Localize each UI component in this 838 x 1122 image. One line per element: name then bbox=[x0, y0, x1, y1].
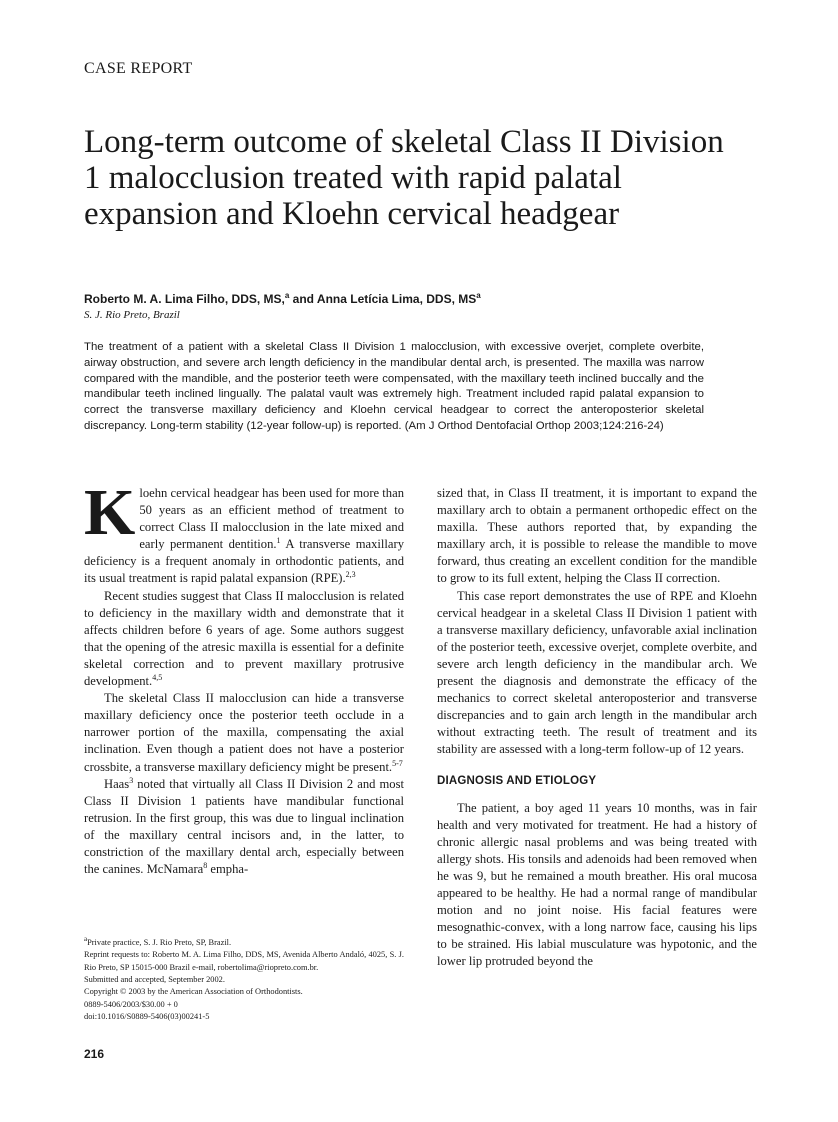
paragraph-text: A transverse maxillary deficiency is a frequent anomaly in orthodontic patients, and its usual treatment is rapid palatal expansion (RPE). bbox=[84, 537, 404, 586]
drop-cap: K bbox=[84, 476, 136, 549]
paragraph-text: noted that virtually all Class II Division 2 and most Class II Division 1 patients have mandibular functional retrusion. In the first group, this was due to lingual inclination of the maxillary central incisors and, in the latter, to constriction of the maxillary dental arch, especially between the canines. McNamara bbox=[84, 776, 404, 877]
footnote-copyright: Copyright © 2003 by the American Association of Orthodontists. bbox=[84, 987, 303, 997]
page-number: 216 bbox=[84, 1047, 105, 1061]
paragraph-intro bbox=[84, 476, 404, 588]
paragraph-text: Recent studies suggest that Class II malocclusion is related to deficiency in the maxillary width and demonstrate that it affects children before 6 years of age. Some authors suggest that the opening of the atresic maxilla is essential for a definite skeletal correction and to prevent maxillary protrusive development. bbox=[84, 588, 404, 689]
body-column-left bbox=[84, 476, 404, 878]
paragraph: This case report demonstrates the use of RPE and Kloehn cervical headgear in a skeletal Class II Division 1 patient with a transverse maxillary deficiency, unfavorable axial inclination of the posterior teeth, excessive overjet, complete overbite, and severe arch length deficiency in the mandibular arch. We present the diagnosis and demonstrate the efficacy of the mechanics to correct skeletal anteroposterior and transverse discrepancies and to gain arch length in the mandibular arch without extracting teeth. The result of treatment and its stability are assessed with a long-term follow-up of 12 years. bbox=[437, 588, 757, 757]
paragraph bbox=[84, 776, 404, 879]
paragraph-text: empha- bbox=[207, 862, 249, 877]
author-1: Roberto M. A. Lima Filho, DDS, MS, bbox=[84, 292, 285, 306]
author-joiner: and bbox=[289, 292, 317, 306]
paragraph-text: Haas bbox=[104, 776, 130, 791]
abstract: The treatment of a patient with a skeletal Class II Division 1 malocclusion, with excessive overjet, complete overbite, airway obstruction, and severe arch length deficiency in the mandibular dental arch, is presented. The maxilla was narrow compared with the mandible, and the posterior teeth were compensated, with the maxillary teeth inclined buccally and the mandibular teeth inclined lingually. The palatal vault was extremely high. Treatment included rapid palatal expansion to correct the transverse maxillary deficiency and Kloehn cervical headgear to correct the anteroposterior skeletal discrepancy. Long-term stability (12-year follow-up) is reported. (Am J Orthod Dentofacial Orthop 2003;124:216-24) bbox=[84, 341, 704, 432]
footnote-reprints: Reprint requests to: Roberto M. A. Lima Filho, DDS, MS, Avenida Alberto Andaló, 4025, S. J. Rio Preto, SP 15015-000 Brazil e-mail, robertolima@riopreto.com.br. bbox=[84, 950, 404, 972]
paragraph: The patient, a boy aged 11 years 10 months, was in fair health and very motivated for treatment. He had a history of chronic allergic nasal problems and was being treated with allergy shots. His tonsils and adenoids had been removed when he was 9, but he remained a mouth breather. His oral mucosa appeared to be healthy. He had a normal range of mandibular motion and no joint noise. His facial features were mesognathic-convex, with a long narrow face, causing his lips to be strained. His labial musculature was hypotonic, and the lower lip protruded beyond the bbox=[437, 800, 757, 969]
paragraph-text: loehn cervical headgear has been used for more than 50 years as an efficient method of treatment to correct Class II malocclusion in the late mixed and early permanent dentition. bbox=[139, 486, 404, 552]
footnote-doi: doi:10.1016/S0889-5406(03)00241-5 bbox=[84, 1012, 210, 1022]
paragraph: sized that, in Class II treatment, it is important to expand the maxillary arch to obtain a permanent orthopedic effect on the maxilla. These authors reported that, by expanding the maxillary arch, it is possible to release the mandible to move forward, thus creating an excellent condition for the mandible to grow to its full extent, helping the Class II correction. bbox=[437, 486, 757, 586]
footnote-text: Private practice, S. J. Rio Preto, SP, Brazil. bbox=[87, 937, 232, 947]
author-line bbox=[84, 291, 481, 306]
paragraph bbox=[84, 588, 404, 691]
body-column-right bbox=[437, 485, 757, 971]
paragraph bbox=[84, 690, 404, 775]
affiliation: S. J. Rio Preto, Brazil bbox=[84, 309, 180, 321]
citation-ref: 2,3 bbox=[345, 570, 356, 580]
footnote-issn: 0889-5406/2003/$30.00 + 0 bbox=[84, 999, 178, 1009]
footnote-affiliation bbox=[84, 933, 404, 949]
footnote-mark: a bbox=[84, 935, 88, 943]
section-label: CASE REPORT bbox=[84, 60, 193, 77]
citation-ref: 4,5 bbox=[152, 672, 163, 682]
author-2: Anna Letícia Lima, DDS, MS bbox=[316, 292, 477, 306]
citation-ref: 1 bbox=[276, 536, 281, 546]
citation-ref: 3 bbox=[129, 775, 134, 785]
footnote-submitted: Submitted and accepted, September 2002. bbox=[84, 975, 225, 985]
author-2-mark: a bbox=[476, 291, 481, 300]
section-heading: DIAGNOSIS AND ETIOLOGY bbox=[437, 774, 597, 787]
footnotes bbox=[84, 933, 404, 1024]
citation-ref: 8 bbox=[203, 860, 208, 870]
author-1-mark: a bbox=[284, 291, 290, 300]
paragraph-text: The skeletal Class II malocclusion can hide a transverse maxillary deficiency once the posterior teeth occlude in a narrower portion of the maxilla, compensating the axial inclination. Even though a patient does not have a posterior crossbite, a transverse maxillary deficiency might be present. bbox=[84, 691, 404, 774]
article-title: Long-term outcome of skeletal Class II Division 1 malocclusion treated with rapid palatal expansion and Kloehn cervical headgear bbox=[84, 124, 724, 232]
citation-ref: 5-7 bbox=[392, 758, 403, 768]
